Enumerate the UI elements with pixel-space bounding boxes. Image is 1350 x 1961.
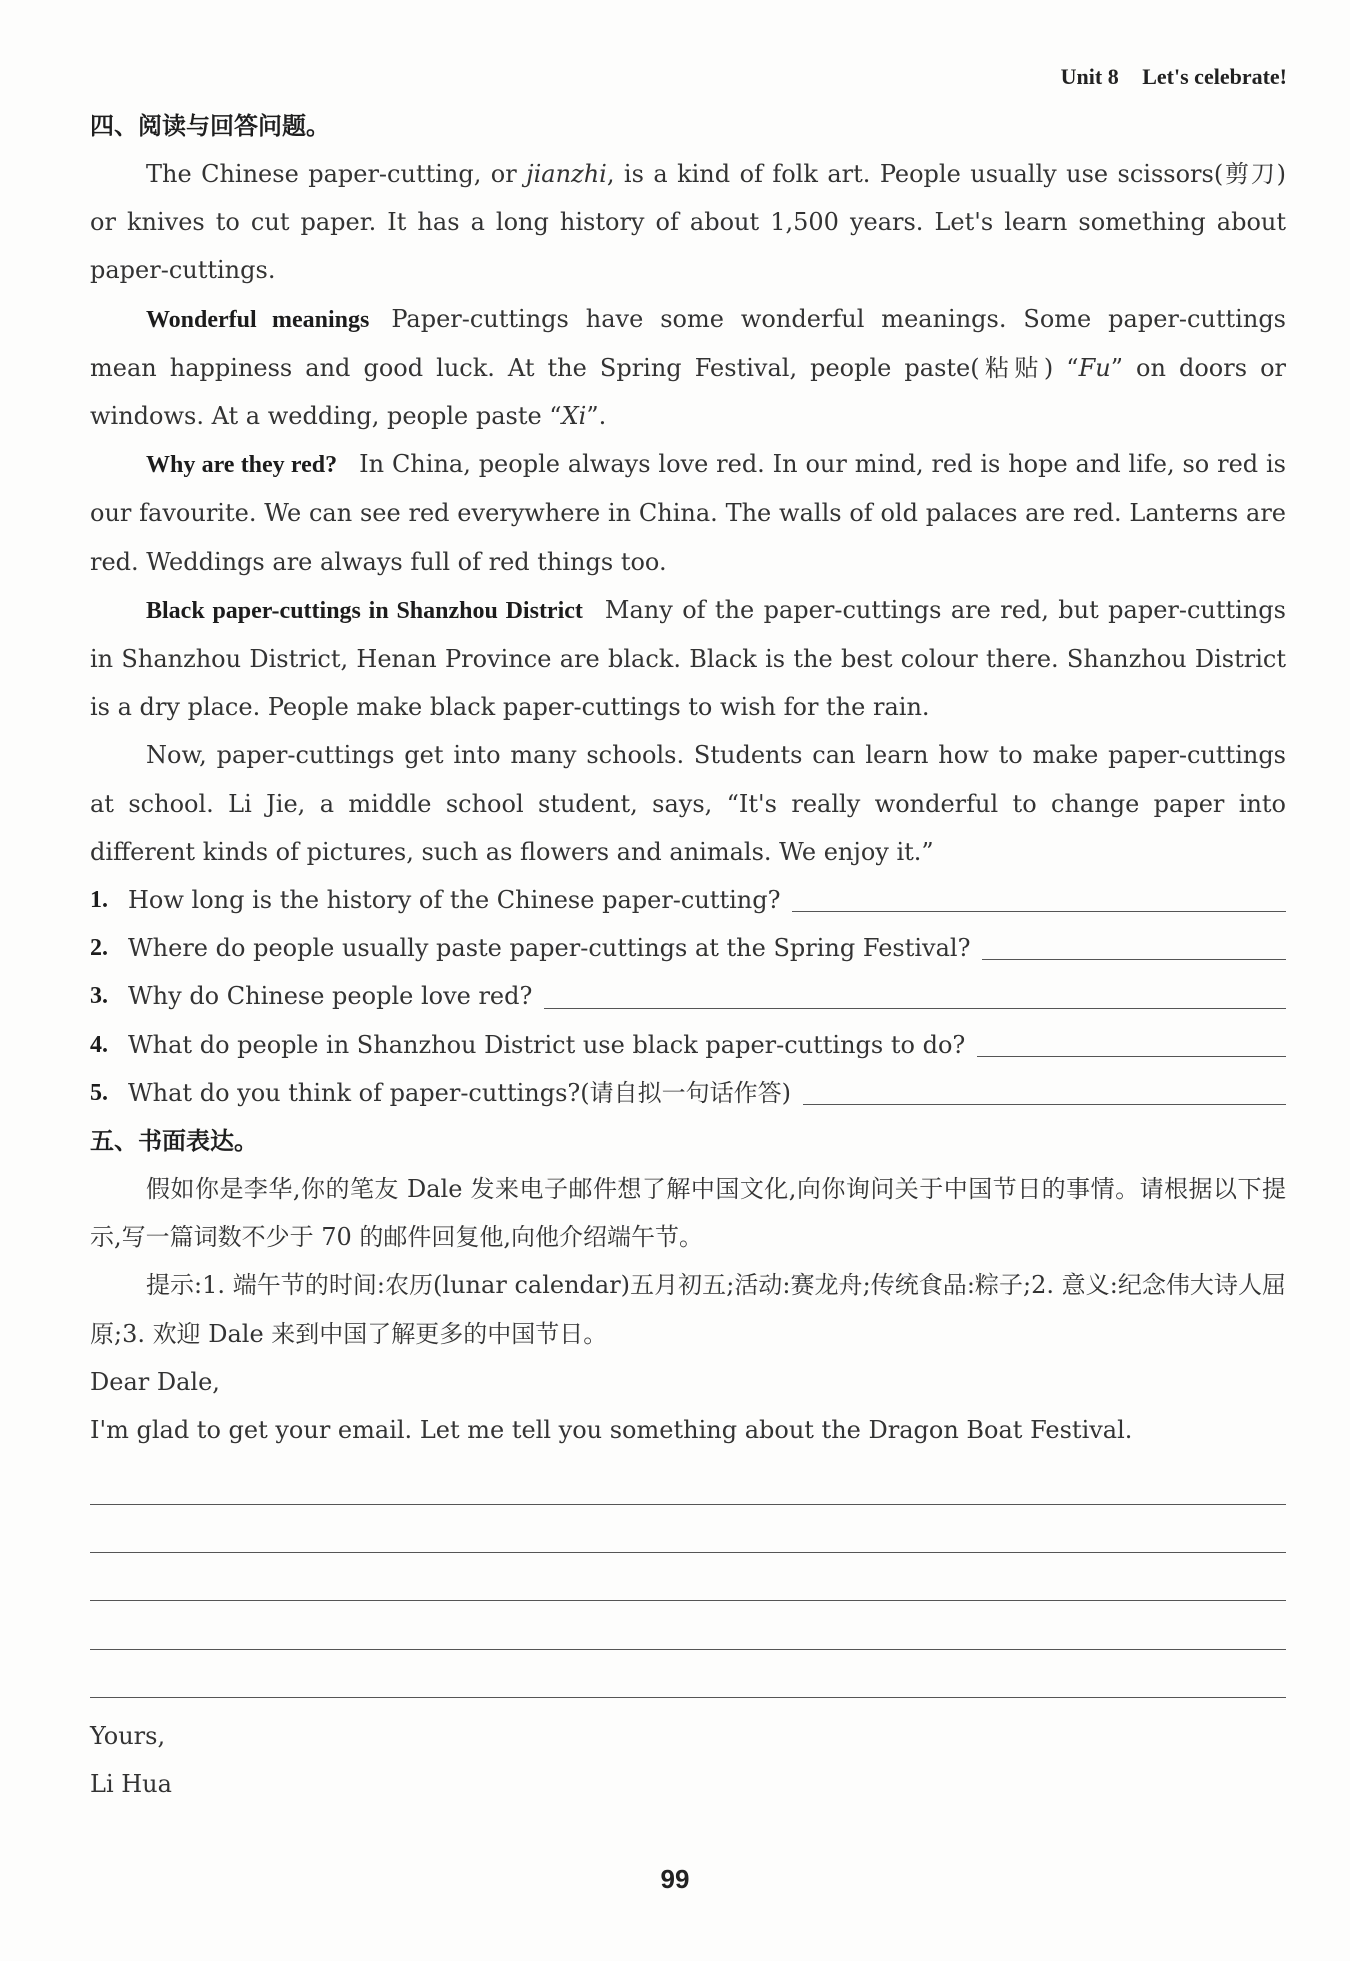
answer-line[interactable] [803, 1103, 1286, 1105]
answer-line[interactable] [982, 958, 1286, 960]
page-content [90, 102, 1286, 1809]
meanings-text-c: ”. [586, 402, 607, 431]
xi-term: Xi [561, 402, 587, 431]
question-number: 3. [90, 983, 108, 1010]
question-number: 5. [90, 1079, 108, 1106]
question-list [90, 876, 1286, 1117]
red-text: In China, people always love red. In our mind, red is hope and life, so red is our favourite. We can see red everywhere in China. The walls of old palaces are red. Lanterns are red. Weddings are always full of red things too. [90, 450, 1286, 576]
letter-opening: I'm glad to get your email. Let me tell you something about the Dragon Boat Festival. [90, 1416, 1133, 1444]
writing-section-title: 五、书面表达。 [90, 1126, 258, 1155]
writing-line[interactable] [90, 1456, 1286, 1504]
red-paragraph [90, 440, 1286, 586]
running-header [1061, 64, 1287, 90]
question-item [90, 1021, 1286, 1069]
meanings-text-b: ” on doors or windows. At a wedding, people paste “ [90, 353, 1286, 431]
meanings-paragraph [90, 295, 1286, 441]
unit-label: Unit 8 [1060, 64, 1119, 89]
question-number: 4. [90, 1031, 108, 1058]
black-text: Many of the paper-cuttings are red, but paper-cuttings in Shanzhou District, Henan Province are black. Black is the best colour there. Shanzhou District is a dry place. People make black paper-cuttings to wish for the rain. [90, 595, 1286, 722]
question-number: 2. [90, 935, 108, 962]
writing-line[interactable] [90, 1553, 1286, 1601]
writing-line[interactable] [90, 1505, 1286, 1553]
page-number: 99 [660, 1864, 690, 1894]
writing-area[interactable] [90, 1456, 1286, 1698]
unit-title: Let's celebrate! [1142, 64, 1287, 89]
intro-text-a: The Chinese paper-cutting, or [146, 160, 527, 188]
question-text: Why do Chinese people love red? [128, 982, 533, 1011]
question-item [90, 924, 1286, 972]
question-text: How long is the history of the Chinese paper-cutting? [128, 886, 781, 915]
writing-hint: 提示:1. 端午节的时间:农历(lunar calendar)五月初五;活动:赛龙舟;传统食品:粽子;2. 意义:纪念伟大诗人屈原;3. 欢迎 Dale 来到中国了解更多的中国节日。 [90, 1271, 1286, 1348]
reading-section-title: 四、阅读与回答问题。 [90, 112, 330, 140]
schools-paragraph [90, 731, 1286, 876]
jianzhi-term: jianzhi [526, 160, 607, 188]
question-item [90, 876, 1286, 924]
letter-greeting: Dear Dale, [90, 1367, 220, 1396]
writing-line[interactable] [90, 1650, 1286, 1698]
letter-signature: Li Hua [90, 1770, 172, 1799]
question-item [90, 972, 1286, 1020]
meanings-text-a: Paper-cuttings have some wonderful meanings. Some paper-cuttings mean happiness and good luck. At the Spring Festival, people paste(粘贴) “ [90, 304, 1286, 382]
question-text: What do people in Shanzhou District use black paper-cuttings to do? [128, 1030, 966, 1059]
intro-paragraph [90, 150, 1286, 295]
question-item [90, 1069, 1286, 1117]
letter-closing: Yours, [90, 1722, 166, 1751]
answer-line[interactable] [544, 1007, 1286, 1009]
question-text: What do you think of paper-cuttings?(请自拟一句话作答) [128, 1078, 792, 1107]
black-heading: Black paper-cuttings in Shanzhou District [146, 597, 583, 624]
meanings-heading: Wonderful meanings [146, 306, 370, 333]
answer-line[interactable] [792, 910, 1286, 912]
question-text: Where do people usually paste paper-cuttings at the Spring Festival? [128, 934, 971, 963]
intro-text-b: , is a kind of folk art. People usually use scissors(剪刀) or knives to cut paper. It has a long history of about 1,500 years. Let's learn something about paper-cuttings. [90, 160, 1286, 285]
schools-text: Now, paper-cuttings get into many schools. Students can learn how to make paper-cuttings at school. Li Jie, a middle school student, says, “It's really wonderful to change paper into different kinds of pictures, such as flowers and animals. We enjoy it.” [90, 741, 1286, 866]
answer-line[interactable] [977, 1055, 1286, 1057]
black-paragraph [90, 586, 1286, 732]
question-number: 1. [90, 887, 108, 914]
writing-line[interactable] [90, 1601, 1286, 1649]
fu-term: Fu [1078, 353, 1111, 382]
writing-prompt: 假如你是李华,你的笔友 Dale 发来电子邮件想了解中国文化,向你询问关于中国节日的事情。请根据以下提示,写一篇词数不少于 70 的邮件回复他,向他介绍端午节。 [90, 1174, 1286, 1252]
red-heading: Why are they red? [146, 452, 338, 479]
